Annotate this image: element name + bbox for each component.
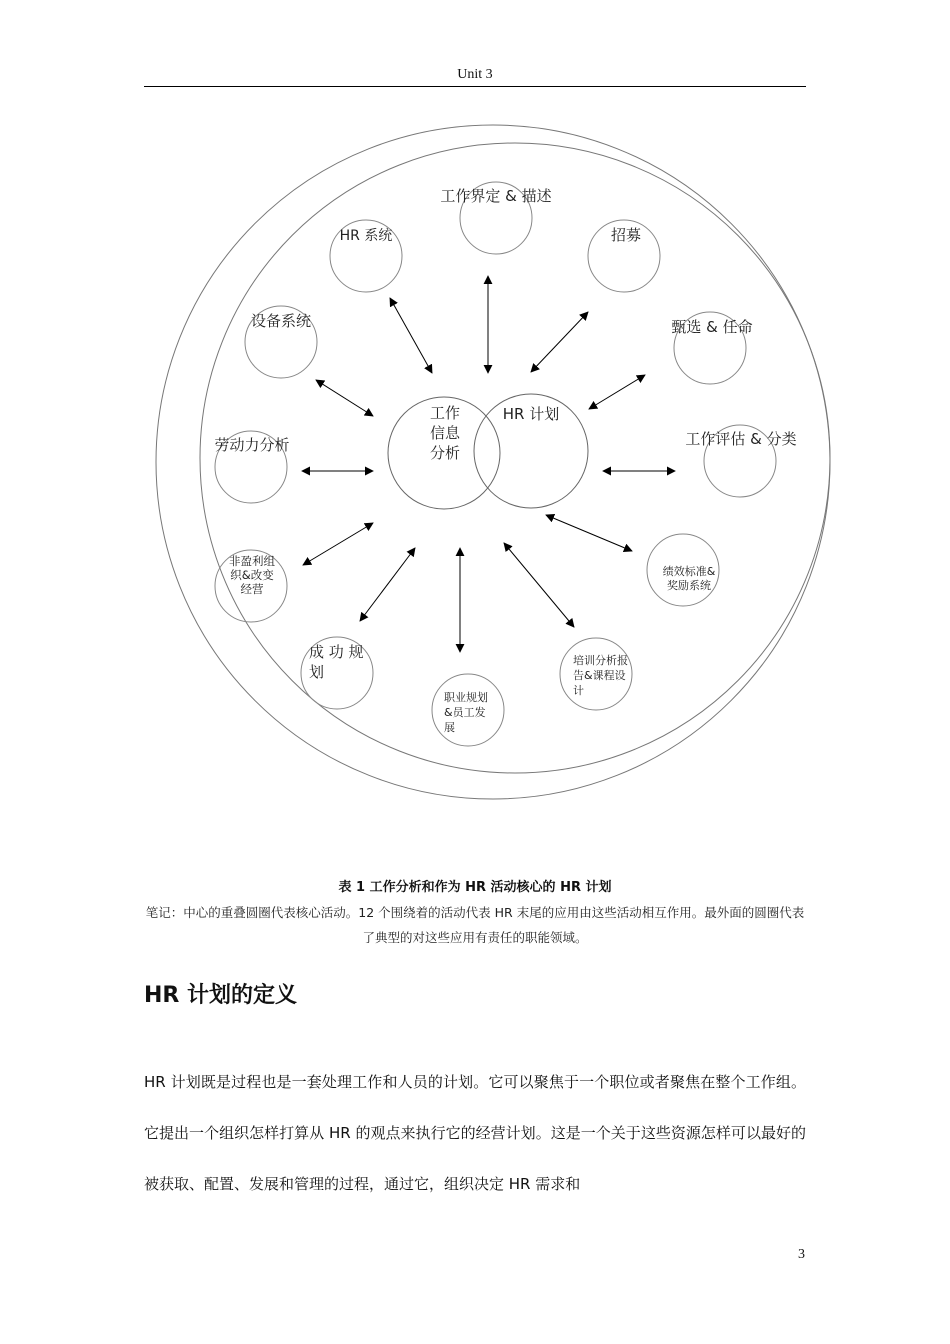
core-label-hr-planning: HR 计划	[502, 405, 560, 423]
arrow-training	[504, 543, 574, 627]
figure-caption-note: 笔记：中心的重叠圆圈代表核心活动。12 个围绕着的活动代表 HR 末尾的应用由这些活动相互作用。最外面的圆圈代表了典型的对这些应用有责任的职能领域。	[145, 905, 805, 945]
label-career-3: 展	[444, 721, 455, 734]
label-nonprofit-1: 非盈利组	[229, 554, 275, 568]
arrow-performance	[546, 515, 632, 551]
arrow-recruitment	[531, 312, 588, 372]
label-training-3: 计	[573, 684, 584, 697]
label-recruitment: 招募	[610, 226, 642, 244]
label-training-1: 培训分析报	[573, 654, 628, 667]
figure-caption-title: 表 1 工作分析和作为 HR 活动核心的 HR 计划	[338, 880, 612, 895]
label-job-definition: 工作界定 & 描述	[440, 187, 552, 205]
body-paragraph: HR 计划既是过程也是一套处理工作和人员的计划。它可以聚焦于一个职位或者聚焦在整个工作组。它提出一个组织怎样打算从 HR 的观点来执行它的经营计划。这是一个关于这些资源怎样可以最好的被获取、配置、发展和管理的过程，通过它，组织决定 HR 需求和	[144, 1073, 806, 1193]
section-heading: HR 计划的定义	[144, 983, 298, 1008]
arrow-equipment	[316, 380, 373, 416]
core-label-job-analysis-1: 工作	[429, 404, 461, 422]
label-selection: 甄选 & 任命	[671, 318, 753, 336]
label-succession-2: 划	[309, 663, 325, 681]
label-equipment: 设备系统	[250, 312, 312, 330]
label-performance-1: 绩效标准&	[662, 565, 716, 578]
label-career-2: &员工发	[444, 706, 486, 719]
core-label-job-analysis-2: 信息	[429, 424, 461, 442]
label-performance-2: 奖励系统	[667, 579, 711, 592]
page-number: 3	[798, 1247, 805, 1262]
arrow-succession	[360, 548, 415, 621]
label-job-evaluation: 工作评估 & 分类	[685, 430, 797, 448]
arrow-hr-systems	[390, 298, 432, 373]
label-succession-1: 成 功 规	[309, 643, 364, 661]
label-nonprofit-2: 织&改变	[230, 568, 274, 582]
label-career-1: 职业规划	[444, 691, 488, 704]
label-workforce: 劳动力分析	[214, 436, 290, 454]
arrow-nonprofit	[303, 523, 373, 565]
inner-ring	[200, 143, 830, 773]
arrow-selection	[589, 375, 645, 409]
label-nonprofit-3: 经营	[240, 582, 264, 596]
label-hr-systems: HR 系统	[339, 228, 393, 244]
label-training-2: 告&课程设	[573, 669, 626, 682]
running-header: Unit 3	[457, 67, 493, 82]
core-label-job-analysis-3: 分析	[429, 444, 461, 462]
